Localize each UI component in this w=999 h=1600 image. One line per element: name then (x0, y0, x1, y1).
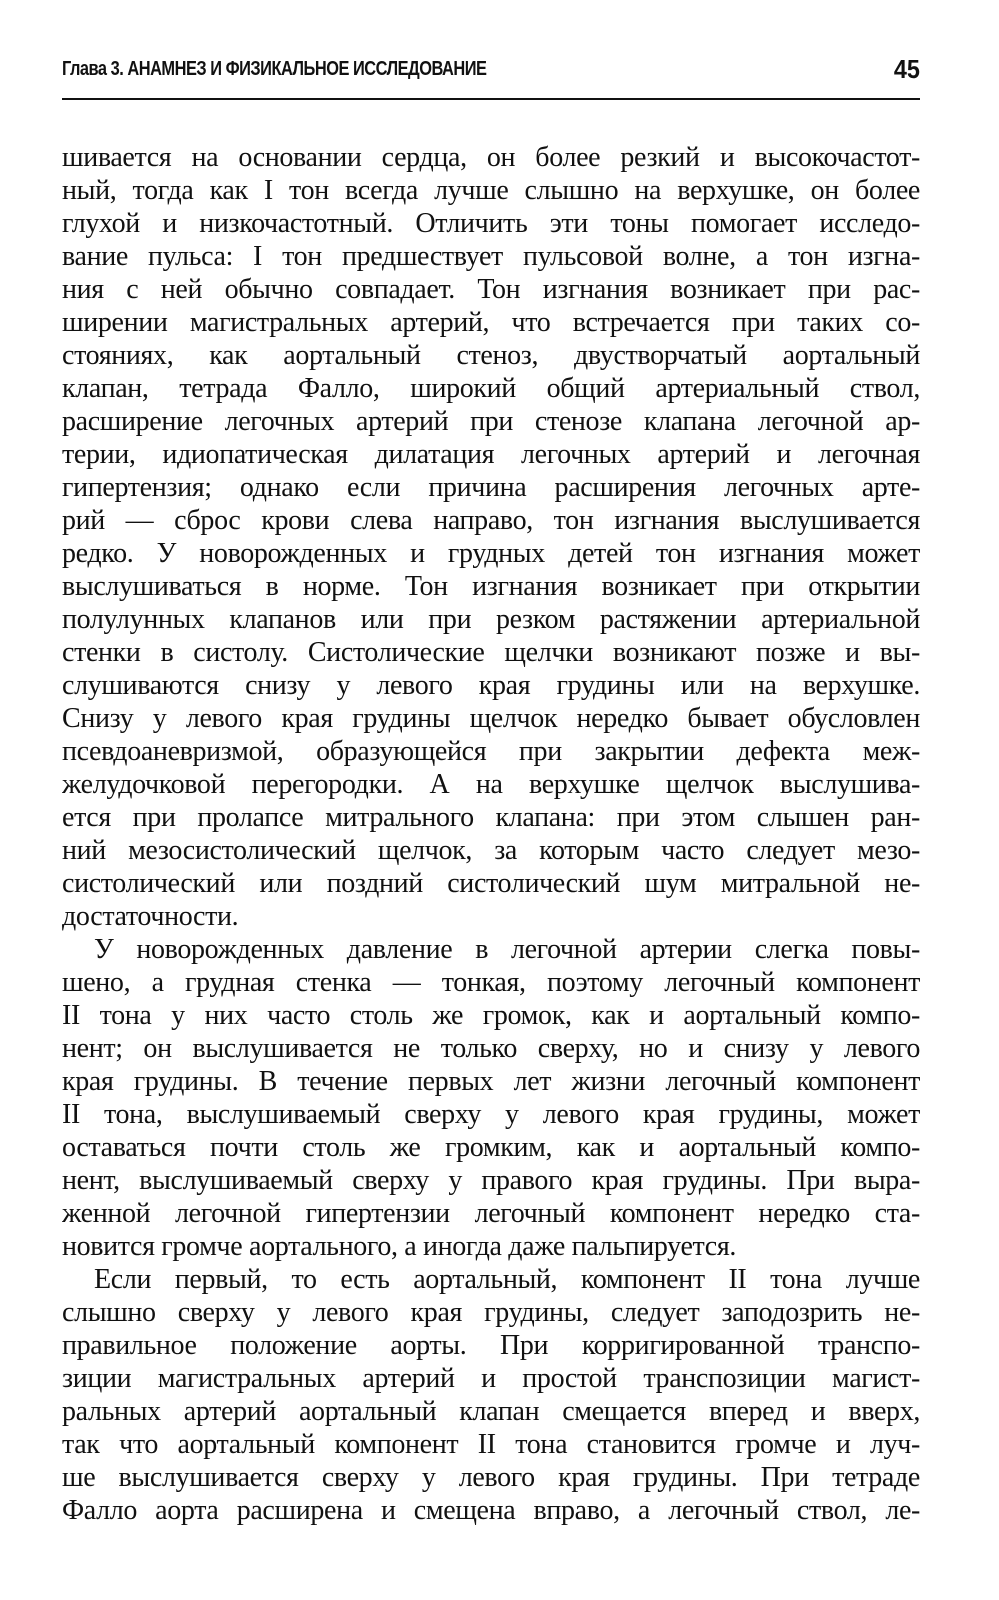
text-line: клапан, тетрада Фалло, широкий общий артериальный ствол, (62, 373, 920, 404)
text-line: Если первый, то есть аортальный, компонент II тона лучше (94, 1264, 920, 1295)
book-page (62, 0, 920, 1600)
text-line: стенки в систолу. Систолические щелчки возникают позже и вы- (62, 637, 920, 668)
text-line: ется при пролапсе митрального клапана: при этом слышен ран- (62, 802, 920, 833)
text-line: выслушиваться в норме. Тон изгнания возникает при открытии (62, 571, 920, 602)
text-line: края грудины. В течение первых лет жизни легочный компонент (62, 1066, 920, 1097)
text-line: так что аортальный компонент II тона становится громче и луч- (62, 1429, 920, 1460)
paragraph (62, 1263, 920, 1527)
paragraph (62, 141, 920, 933)
text-line: II тона у них часто столь же громок, как и аортальный компо- (62, 1000, 920, 1031)
text-line: редко. У новорожденных и грудных детей тон изгнания может (62, 538, 920, 569)
text-line: ше выслушивается сверху у левого края грудины. При тетраде (62, 1462, 920, 1493)
text-line: Фалло аорта расширена и смещена вправо, а легочный ствол, ле- (62, 1495, 920, 1526)
text-line: новится громче аортального, а иногда даже пальпируется. (62, 1231, 737, 1262)
text-line: систолический или поздний систолический шум митральной не- (62, 868, 920, 899)
text-line: оставаться почти столь же громким, как и аортальный компо- (62, 1132, 920, 1163)
text-line: ний мезосистолический щелчок, за которым часто следует мезо- (62, 835, 920, 866)
text-line: псевдоаневризмой, образующейся при закрытии дефекта меж- (62, 736, 920, 767)
page-number: 45 (893, 54, 920, 84)
text-line: вание пульса: I тон предшествует пульсовой волне, а тон изгна- (62, 241, 920, 272)
text-line: глухой и низкочастотный. Отличить эти тоны помогает исследо- (62, 208, 920, 239)
text-line: слышно сверху у левого края грудины, следует заподозрить не- (62, 1297, 920, 1328)
paragraph (62, 933, 920, 1263)
text-line: Снизу у левого края грудины щелчок нередко бывает обусловлен (62, 703, 920, 734)
text-line: ральных артерий аортальный клапан смещается вперед и вверх, (62, 1396, 920, 1427)
text-line: нент, выслушиваемый сверху у правого края грудины. При выра- (62, 1165, 920, 1196)
running-header (62, 52, 920, 96)
text-line: стояниях, как аортальный стеноз, двустворчатый аортальный (62, 340, 920, 371)
text-line: расширение легочных артерий при стенозе клапана легочной ар- (62, 406, 920, 437)
chapter-title: Глава 3. АНАМНЕЗ И ФИЗИКАЛЬНОЕ ИССЛЕДОВАНИЕ (62, 58, 487, 80)
text-line: женной легочной гипертензии легочный компонент нередко ста- (62, 1198, 920, 1229)
text-line: слушиваются снизу у левого края грудины или на верхушке. (62, 670, 920, 701)
text-line: правильное положение аорты. При корригированной транспо- (62, 1330, 920, 1361)
text-line: У новорожденных давление в легочной артерии слегка повы- (94, 934, 920, 965)
text-line: полулунных клапанов или при резком растяжении артериальной (62, 604, 920, 635)
text-line: ния с ней обычно совпадает. Тон изгнания возникает при рас- (62, 274, 920, 305)
text-line: желудочковой перегородки. А на верхушке щелчок выслушива- (62, 769, 920, 800)
text-line: зиции магистральных артерий и простой транспозиции магист- (62, 1363, 920, 1394)
text-line: достаточности. (62, 901, 239, 932)
text-line: ширении магистральных артерий, что встречается при таких со- (62, 307, 920, 338)
text-line: рий — сброс крови слева направо, тон изгнания выслушивается (62, 505, 920, 536)
text-line: гипертензия; однако если причина расширения легочных арте- (62, 472, 920, 503)
text-line: ный, тогда как I тон всегда лучше слышно на верхушке, он более (62, 175, 920, 206)
body-text (62, 141, 920, 1527)
header-divider (62, 98, 920, 100)
text-line: II тона, выслушиваемый сверху у левого края грудины, может (62, 1099, 920, 1130)
text-line: нент; он выслушивается не только сверху, но и снизу у левого (62, 1033, 920, 1064)
text-line: терии, идиопатическая дилатация легочных артерий и легочная (62, 439, 920, 470)
text-line: шивается на основании сердца, он более резкий и высокочастот- (62, 142, 920, 173)
text-line: шено, а грудная стенка — тонкая, поэтому легочный компонент (62, 967, 920, 998)
